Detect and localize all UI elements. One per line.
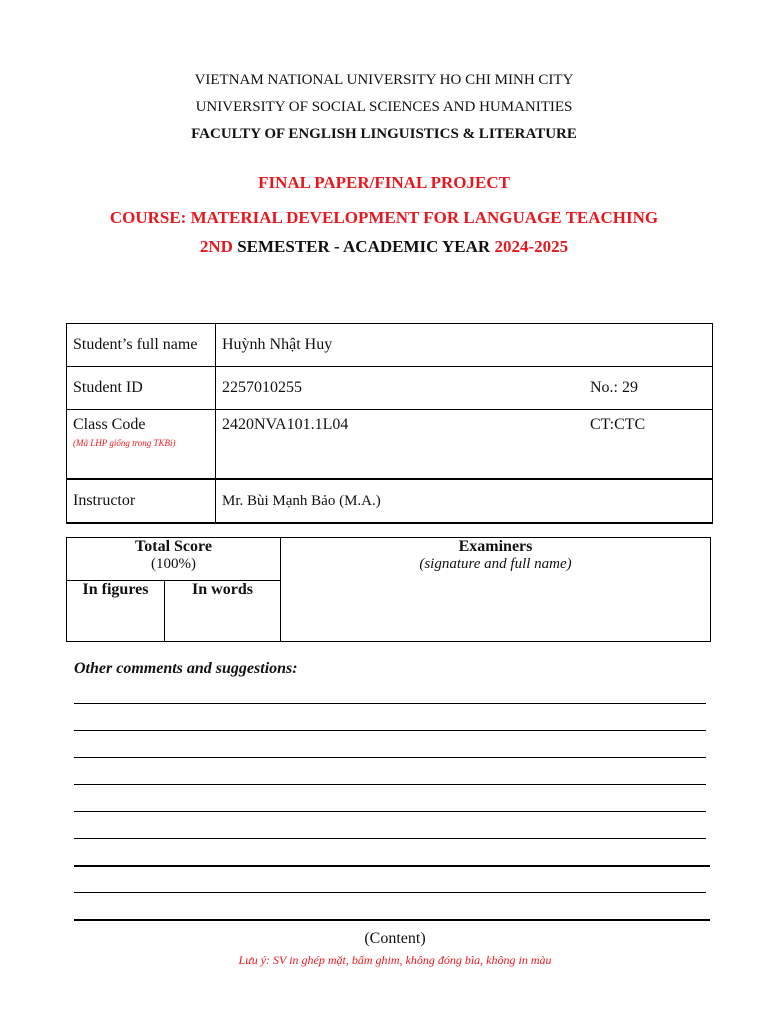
score-table	[66, 537, 711, 642]
comment-line	[74, 865, 710, 867]
name-label: Student’s full name	[67, 324, 216, 367]
print-note: Lưu ý: SV in ghép mặt, bấm ghim, không đóng bìa, không in màu	[238, 953, 552, 967]
faculty-name: FACULTY OF ENGLISH LINGUISTICS & LITERATURE	[191, 126, 577, 142]
class-code-note: (Mã LHP giống trong TKBi)	[73, 438, 176, 448]
program-code: CT:CTC	[584, 410, 713, 480]
comment-line	[74, 703, 706, 704]
comment-line	[74, 919, 710, 921]
total-score-label: Total Score	[135, 538, 212, 555]
score-header-row	[67, 538, 711, 581]
id-label: Student ID	[67, 367, 216, 410]
in-figures-label: In figures	[67, 581, 165, 642]
class-value: 2420NVA101.1L04	[216, 410, 585, 480]
school-name: UNIVERSITY OF SOCIAL SCIENCES AND HUMANITIES	[195, 99, 573, 115]
academic-year: 2024-2025	[494, 237, 569, 256]
semester-line	[0, 237, 768, 257]
instructor-label: Instructor	[67, 479, 216, 523]
id-value: 2257010255	[216, 367, 585, 410]
name-row	[67, 324, 713, 367]
student-info-table	[66, 323, 713, 524]
examiners-label: Examiners	[458, 538, 533, 555]
content-label: (Content)	[364, 930, 426, 947]
university-name: VIETNAM NATIONAL UNIVERSITY HO CHI MINH CITY	[194, 72, 574, 88]
comments-label: Other comments and suggestions:	[74, 660, 298, 677]
student-number: No.: 29	[584, 367, 713, 410]
examiners-cell	[281, 538, 711, 642]
comment-line	[74, 838, 706, 839]
course-title: COURSE: MATERIAL DEVELOPMENT FOR LANGUAGE TEACHING	[109, 208, 659, 227]
class-label: Class Code	[73, 416, 146, 433]
comment-line	[74, 811, 706, 812]
id-row	[67, 367, 713, 410]
comment-line	[74, 730, 706, 731]
comment-line	[74, 757, 706, 758]
total-score-percent: (100%)	[151, 556, 196, 572]
total-score-cell	[67, 538, 281, 581]
class-label-cell	[67, 410, 216, 480]
instructor-row	[67, 479, 713, 523]
comment-line	[74, 892, 706, 893]
semester-text: SEMESTER - ACADEMIC YEAR	[232, 237, 495, 256]
name-value: Huỳnh Nhật Huy	[216, 324, 713, 367]
class-row	[67, 410, 713, 480]
instructor-value: Mr. Bùi Mạnh Bảo (M.A.)	[216, 479, 713, 523]
examiners-sub: (signature and full name)	[419, 556, 572, 572]
comment-line	[74, 784, 706, 785]
in-words-label: In words	[165, 581, 281, 642]
semester-number: 2ND	[199, 237, 233, 256]
paper-title: FINAL PAPER/FINAL PROJECT	[258, 173, 510, 192]
